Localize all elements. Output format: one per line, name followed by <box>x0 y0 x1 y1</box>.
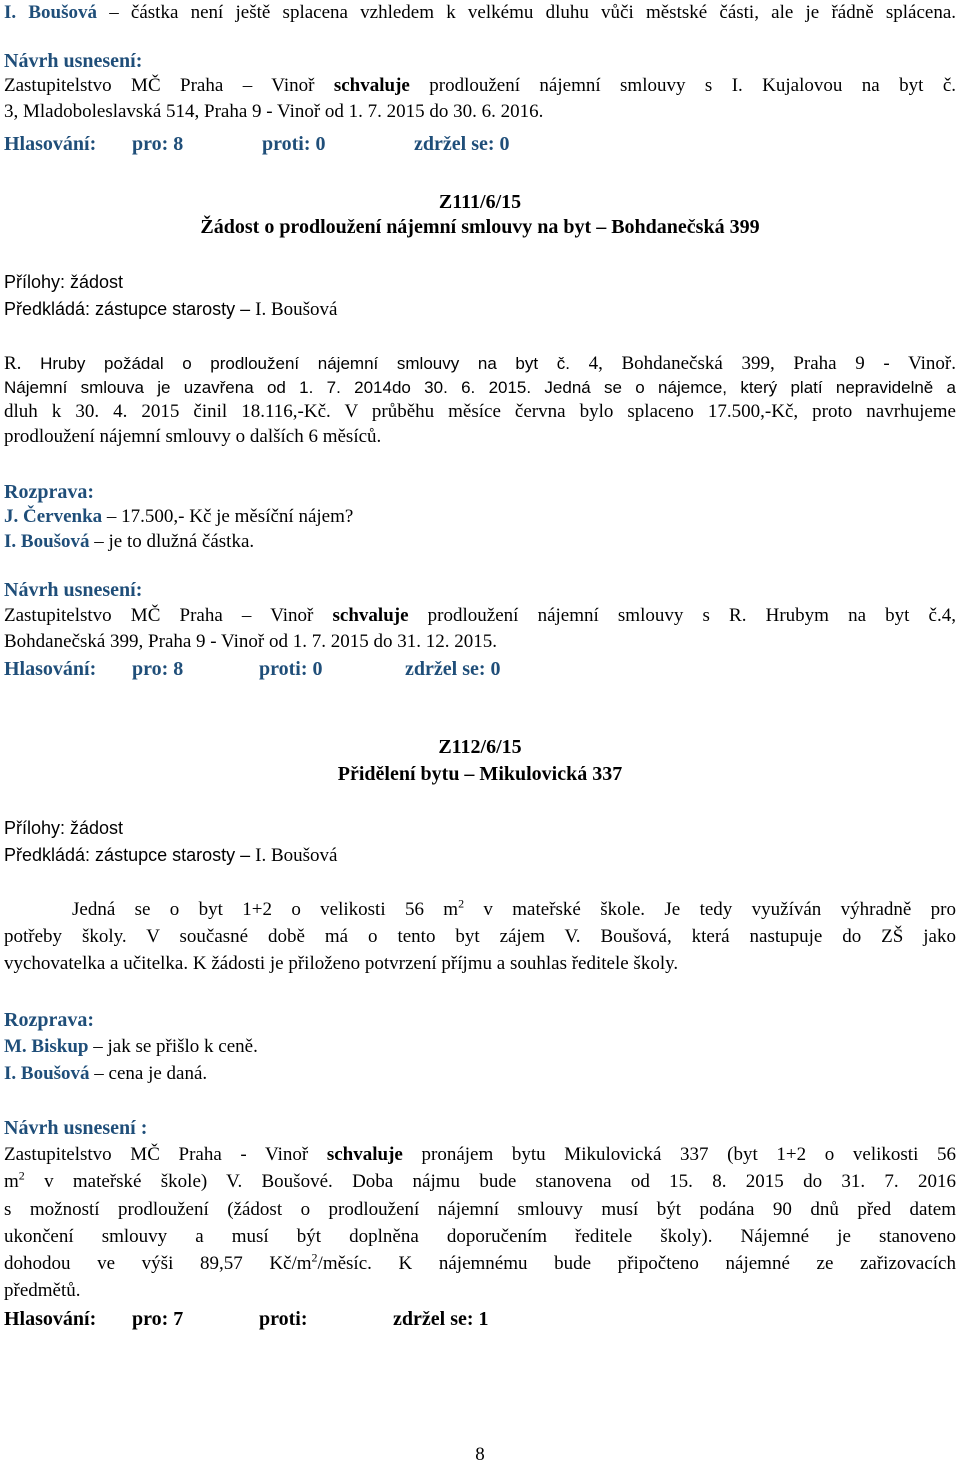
speaker-name: I. Boušová <box>4 2 97 23</box>
item-code: Z111/6/15 <box>438 191 522 213</box>
resolution-text: ukončení smlouvy a musí být doplněna doporučením ředitele školy). Nájemné je stanoveno <box>4 1226 956 1247</box>
resolution-text: Zastupitelstvo MČ Praha – Vinoř schvaluje prodloužení nájemní smlouvy s R. Hrubym na byt č.4, <box>4 605 956 626</box>
body-text: R. Hruby požádal o prodloužení nájemní smlouvy na byt č. 4, Bohdanečská 399, Praha 9 - Vinoř. <box>4 353 957 374</box>
resolution-text: Zastupitelstvo MČ Praha - Vinoř schvaluje pronájem bytu Mikulovická 337 (byt 1+2 o velikosti 56 <box>4 1144 957 1165</box>
resolution-text: $m^2$ v mateřské škole) V. Boušové. Doba nájmu bude stanovena od 15. 8. 2015 do 31. 7. 2016 <box>4 1168 956 1192</box>
item-code: Z112/6/15 <box>438 736 522 758</box>
discussion-line: I. Boušová – cena je daná. <box>4 1063 208 1084</box>
body-text: vychovatelka a učitelka. K žádosti je přiloženo potvrzení příjmu a souhlas ředitele školy. <box>4 953 679 974</box>
item-title: Žádost o prodloužení nájemní smlouvy na byt – Bohdanečská 399 <box>200 216 760 238</box>
resolution-text: dohodou ve výši 89,57 $Kč/m^2$/měsíc. K nájemnému bude připočteno nájemné ze zařizovacích <box>4 1250 956 1274</box>
vote-result: Hlasování: pro: 7 proti: zdržel se: 1 <box>4 1308 489 1330</box>
body-text: dluh k 30. 4. 2015 činil 18.116,-Kč. V průběhu měsíce června bylo splaceno 17.500,-Kč, proto navrhujeme <box>4 401 956 422</box>
section-heading: Návrh usnesení: <box>4 50 143 72</box>
resolution-text: Bohdanečská 399, Praha 9 - Vinoř od 1. 7. 2015 do 31. 12. 2015. <box>4 631 497 652</box>
section-heading: Návrh usnesení: <box>4 579 143 601</box>
section-heading: Návrh usnesení : <box>4 1117 148 1139</box>
item-title: Přidělení bytu – Mikulovická 337 <box>337 763 623 785</box>
body-text: Nájemní smlouva je uzavřena od 1. 7. 2014do 30. 6. 2015. Jedná se o nájemce, který platí nepravidelně a <box>4 378 957 397</box>
presenter-label: Předkládá: zástupce starosty – I. Boušová <box>4 299 338 320</box>
resolution-text: Zastupitelstvo MČ Praha – Vinoř schvaluje prodloužení nájemní smlouvy s I. Kujalovou na byt č. <box>4 75 956 96</box>
section-heading: Rozprava: <box>4 1009 94 1031</box>
vote-result: Hlasování: pro: 8 proti: 0 zdržel se: 0 <box>4 658 501 680</box>
attachments-label: Přílohy: žádost <box>4 818 124 838</box>
resolution-text: s možností prodloužení (žádost o prodloužení nájemní smlouvy musí být podána 90 dnů před datem <box>4 1199 956 1220</box>
body-text: prodloužení nájemní smlouvy o dalších 6 měsíců. <box>4 426 382 447</box>
body-text: Jedná se o byt 1+2 o velikosti 56 $m^2$ v mateřské škole. Je tedy využíván výhradně pro <box>72 896 956 920</box>
discussion-line: M. Biskup – jak se přišlo k ceně. <box>4 1036 258 1057</box>
text-line: I. Boušová – částka není ještě splacena vzhledem k velkému dluhu vůči městské části, ale je řádně splácena. <box>4 2 957 23</box>
body-text: potřeby školy. V současné době má o tento byt zájem V. Boušová, která nastupuje do ZŠ jako <box>4 926 956 947</box>
resolution-text: předmětů. <box>4 1280 81 1301</box>
resolution-text: 3, Mladoboleslavská 514, Praha 9 - Vinoř od 1. 7. 2015 do 30. 6. 2016. <box>4 101 544 122</box>
discussion-line: J. Červenka – 17.500,- Kč je měsíční nájem? <box>4 506 354 527</box>
section-heading: Rozprava: <box>4 481 94 503</box>
discussion-line: I. Boušová – je to dlužná částka. <box>4 531 255 552</box>
presenter-label: Předkládá: zástupce starosty – I. Boušová <box>4 845 338 866</box>
vote-result: Hlasování: pro: 8 proti: 0 zdržel se: 0 <box>4 133 510 155</box>
page-number: 8 <box>475 1444 485 1465</box>
attachments-label: Přílohy: žádost <box>4 272 124 292</box>
